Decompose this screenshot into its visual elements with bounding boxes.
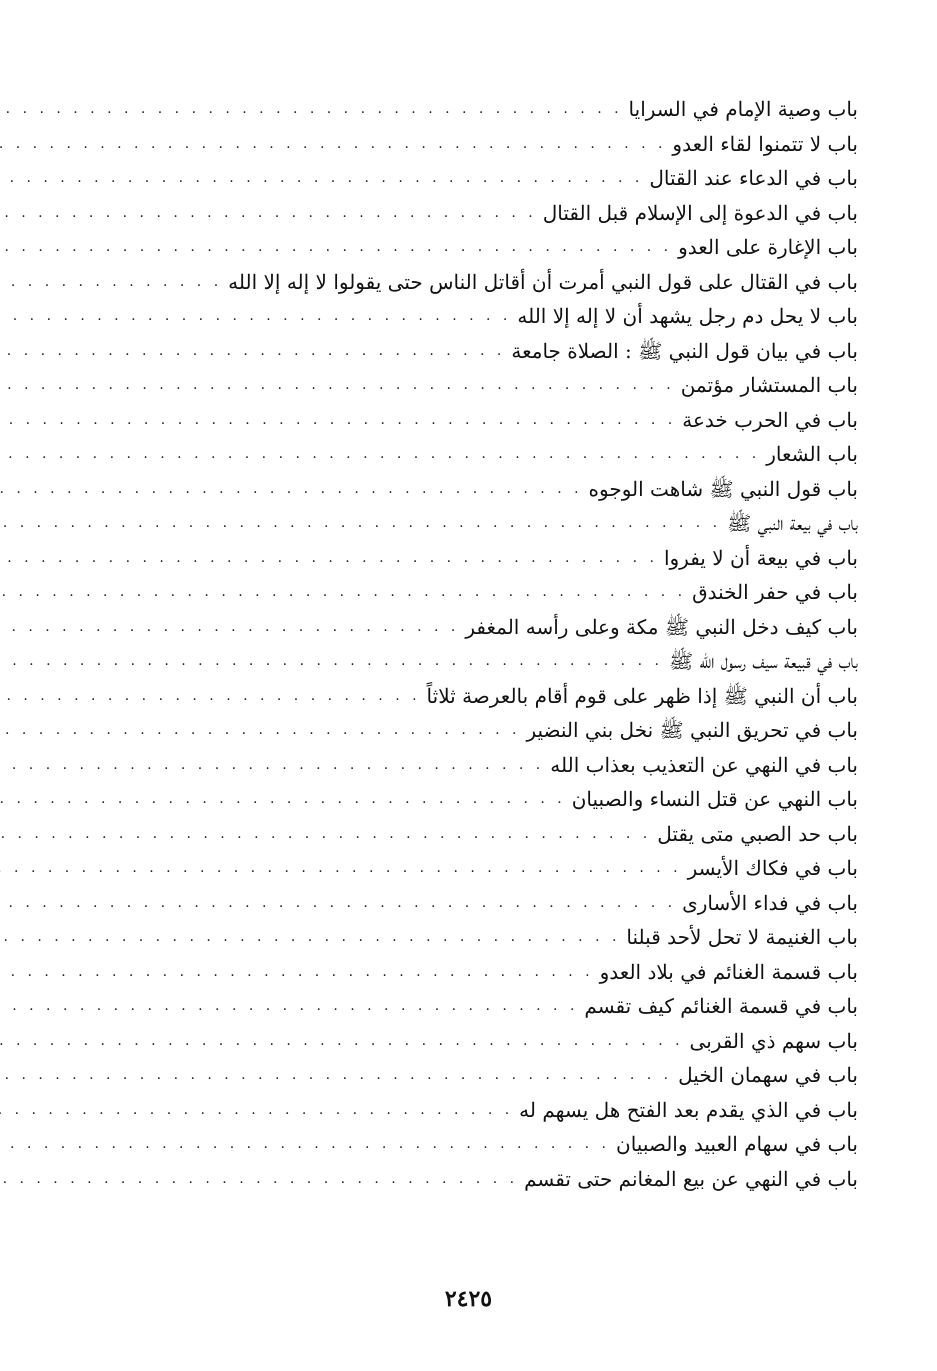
toc-entry: [88, 1162, 858, 1197]
dot-leader: [0, 654, 663, 668]
entry-title: باب في قسمة الغنائم كيف تقسم: [584, 994, 858, 1019]
entry-title: باب في الذي يقدم بعد الفتح هل يسهم له: [519, 1097, 858, 1122]
dot-leader: [0, 102, 623, 116]
toc-entry: [88, 1093, 858, 1128]
toc-entry: [88, 748, 858, 783]
toc-entry: [88, 575, 858, 610]
entry-title: باب لا تتمنوا لقاء العدو: [672, 131, 858, 156]
dot-leader: [0, 827, 651, 841]
toc-entry: [88, 1058, 858, 1093]
toc-entry: [88, 230, 858, 265]
toc-entry: [88, 1024, 858, 1059]
dot-leader: [0, 689, 421, 703]
toc-entry: [88, 506, 858, 541]
dot-leader: [0, 413, 676, 427]
toc-entry: [88, 299, 858, 334]
toc-entry: [88, 161, 858, 196]
toc-entry: [88, 437, 858, 472]
entry-title: باب سهم ذي القربى: [689, 1028, 858, 1053]
dot-leader: [0, 999, 578, 1013]
toc-entry: [88, 955, 858, 990]
dot-leader: [0, 1034, 684, 1048]
dot-leader: [0, 861, 682, 875]
dot-leader: [0, 620, 459, 634]
toc-entry: [88, 127, 858, 162]
toc-entry: [88, 644, 858, 679]
dot-leader: [0, 516, 721, 530]
entry-title: باب في سهام العبيد والصبيان: [616, 1132, 858, 1157]
dot-leader: [0, 482, 583, 496]
dot-leader: [0, 930, 620, 944]
page-number: ٢٤٢٥: [444, 1286, 493, 1312]
entry-title: باب في الدعاء عند القتال: [649, 166, 858, 191]
entry-title: باب وصية الإمام في السرايا: [628, 97, 858, 122]
dot-leader: [0, 585, 686, 599]
dot-leader: [0, 344, 505, 358]
entry-title: باب في حفر الخندق: [692, 580, 858, 605]
toc-entry: [88, 1127, 858, 1162]
dot-leader: [0, 171, 643, 185]
toc-entry: [88, 92, 858, 127]
dot-leader: [0, 447, 760, 461]
entry-title: باب الإغارة على العدو: [678, 235, 858, 260]
dot-leader: [0, 792, 566, 806]
entry-title: باب في فكاك الأيسر: [687, 856, 858, 881]
entry-title: باب في النهي عن بيع المغانم حتى تقسم: [524, 1166, 858, 1191]
entry-title: باب قسمة الغنائم في بلاد العدو: [599, 959, 858, 984]
dot-leader: [0, 551, 658, 565]
toc-entry: [88, 610, 858, 645]
toc-entry: [88, 920, 858, 955]
entry-title: باب حد الصبي متى يقتل: [657, 821, 858, 846]
entry-title: باب المستشار مؤتمن: [680, 373, 858, 398]
table-of-contents: [88, 92, 858, 1196]
toc-entry: [88, 817, 858, 852]
toc-entry: [88, 472, 858, 507]
entry-title: باب في فداء الأسارى: [682, 890, 858, 915]
entry-title: باب كيف دخل النبي ﷺ مكة وعلى رأسه المغفر: [465, 614, 858, 639]
entry-title: باب في قبيعة سيف رسول الله ﷺ: [668, 649, 858, 674]
dot-leader: [0, 378, 675, 392]
toc-entry: [88, 989, 858, 1024]
entry-title: باب الغنيمة لا تحل لأحد قبلنا: [626, 925, 858, 950]
toc-entry: [88, 368, 858, 403]
dot-leader: [0, 965, 594, 979]
toc-entry: [88, 196, 858, 231]
dot-leader: [0, 137, 666, 151]
entry-title: باب في تحريق النبي ﷺ نخل بني النضير: [526, 718, 858, 743]
dot-leader: [0, 1068, 672, 1082]
entry-title: باب في بيعة النبي ﷺ: [727, 511, 858, 536]
toc-entry: [88, 265, 858, 300]
entry-title: باب في الدعوة إلى الإسلام قبل القتال: [542, 200, 858, 225]
dot-leader: [0, 275, 222, 289]
entry-title: باب قول النبي ﷺ شاهت الوجوه: [588, 476, 858, 501]
entry-title: باب الشعار: [766, 442, 858, 467]
dot-leader: [0, 309, 511, 323]
entry-title: باب في القتال على قول النبي أمرت أن أقاتل الناس حتى يقولوا لا إله إلا الله: [228, 269, 858, 294]
entry-title: باب أن النبي ﷺ إذا ظهر على قوم أقام بالعرصة ثلاثاً: [426, 683, 858, 708]
dot-leader: [0, 1137, 610, 1151]
toc-entry: [88, 851, 858, 886]
dot-leader: [0, 758, 544, 772]
dot-leader: [0, 240, 672, 254]
toc-entry: [88, 403, 858, 438]
toc-entry: [88, 782, 858, 817]
toc-entry: [88, 679, 858, 714]
entry-title: باب في بيعة أن لا يفروا: [663, 545, 858, 570]
toc-entry: [88, 886, 858, 921]
dot-leader: [0, 206, 537, 220]
dot-leader: [0, 1103, 513, 1117]
dot-leader: [0, 723, 520, 737]
entry-title: باب في بيان قول النبي ﷺ : الصلاة جامعة: [511, 338, 858, 363]
toc-entry: [88, 334, 858, 369]
entry-title: باب لا يحل دم رجل يشهد أن لا إله إلا الله: [517, 304, 858, 329]
dot-leader: [0, 896, 676, 910]
entry-title: باب في النهي عن التعذيب بعذاب الله: [550, 752, 858, 777]
entry-title: باب في الحرب خدعة: [682, 407, 858, 432]
dot-leader: [0, 1172, 518, 1186]
toc-entry: [88, 713, 858, 748]
entry-title: باب في سهمان الخيل: [678, 1063, 858, 1088]
toc-entry: [88, 541, 858, 576]
entry-title: باب النهي عن قتل النساء والصبيان: [571, 787, 858, 812]
